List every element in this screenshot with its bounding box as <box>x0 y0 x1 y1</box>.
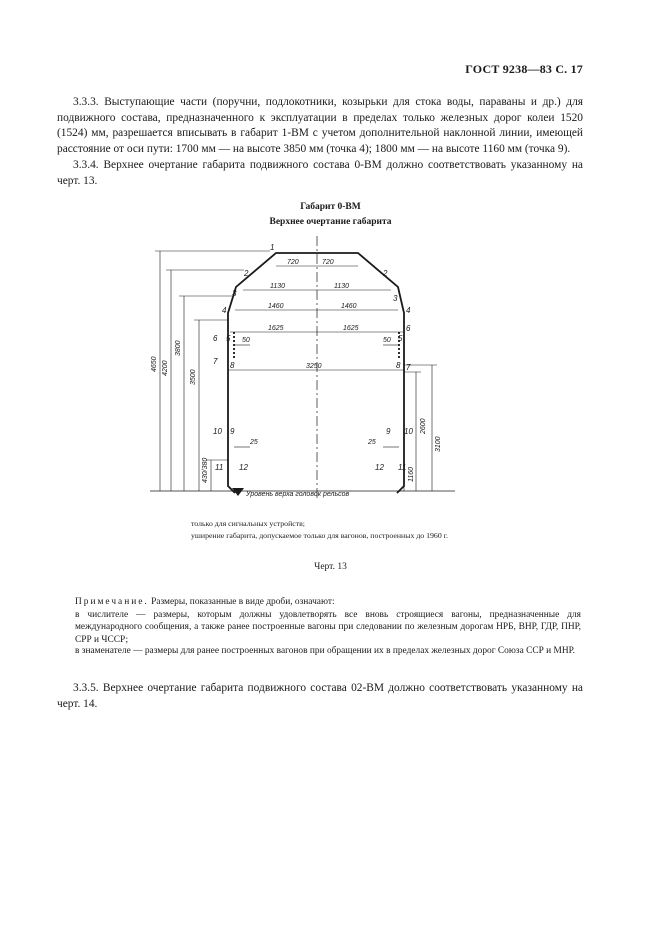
point-label: 10 <box>213 427 222 436</box>
point-label: 9 <box>386 427 391 436</box>
dim-1625-left: 1625 <box>268 325 284 332</box>
legend-item <box>143 531 461 542</box>
point-label: 2 <box>244 269 249 278</box>
note-heading: Примечание. <box>75 597 149 607</box>
point-label: 11 <box>398 463 407 472</box>
dim-1625-right: 1625 <box>343 325 359 332</box>
point-label: 1 <box>270 243 275 252</box>
point-label: 7 <box>406 363 411 372</box>
legend-item <box>143 519 461 530</box>
height-4200: 4200 <box>162 360 169 376</box>
height-1160: 1160 <box>408 466 415 482</box>
point-label: 6 <box>213 334 218 343</box>
point-label: 3 <box>232 289 237 298</box>
paragraph-3-3-4: 3.3.4. Верхнее очертание габарита подвижного состава 0-ВМ должно соответствовать указанному на черт. 13. <box>57 159 583 187</box>
figure-subtitle: Верхнее очертание габарита <box>269 217 392 227</box>
dim-1460-right: 1460 <box>341 303 357 310</box>
paragraph-3-3-5: 3.3.5. Верхнее очертание габарита подвижного состава 02-ВМ должно соответствовать указанному на черт. 14. <box>57 682 583 710</box>
point-label: 4 <box>406 306 411 315</box>
height-4650: 4650 <box>151 356 158 372</box>
point-label: 8 <box>396 361 401 370</box>
dim-720-right: 720 <box>322 259 334 266</box>
note-denominator: в знаменателе — размеры для ранее построенных вагонов при обращении их в пределах железных дорог Союза ССР и МНР. <box>75 646 575 656</box>
dim-1460-left: 1460 <box>268 303 284 310</box>
point-label: 8 <box>230 361 235 370</box>
height-3100: 3100 <box>435 436 442 452</box>
point-label: 4 <box>222 306 227 315</box>
dim-50-right: 50 <box>383 337 391 344</box>
document-header: ГОСТ 9238—83 С. 17 <box>465 62 583 76</box>
height-430-380: 430/380 <box>202 457 209 483</box>
dim-25-left: 25 <box>250 439 258 446</box>
dim-1130-left: 1130 <box>270 283 286 290</box>
height-3500: 3500 <box>190 369 197 385</box>
dim-25-right: 25 <box>368 439 376 446</box>
note-intro: Примечание. Размеры, показанные в виде дроби, означают: <box>75 597 335 607</box>
height-3800: 3800 <box>175 340 182 356</box>
gauge-outline-right <box>317 253 407 493</box>
point-label: 12 <box>375 463 384 472</box>
dim-3250: 3250 <box>306 363 322 370</box>
figure-caption: Черт. 13 <box>314 562 347 572</box>
figure-title: Габарит 0-ВМ <box>300 202 361 212</box>
rail-level-label: Уровень верха головок рельсов <box>246 491 350 498</box>
point-label: 7 <box>213 357 218 366</box>
legend-text: только для сигнальных устройств; <box>191 519 305 528</box>
point-label: 12 <box>239 463 248 472</box>
dim-720-left: 720 <box>287 259 299 266</box>
point-label: 11 <box>215 463 224 472</box>
point-label: 3 <box>393 294 398 303</box>
note-numerator: в числителе — размеры, которым должны удовлетворять все вновь строящиеся вагоны, предназначенные для международного сообщения, а также ранее построенные вагоны при следовании по железным дорогам НРБ, ВНР, ГДР, ПНР, СРР и ЧССР; <box>75 610 581 645</box>
paragraph-3-3-3: 3.3.3. Выступающие части (поручни, подлокотники, козырьки для стока воды, параваны и др.) для подвижного состава, предназначенного к эксплуатации в пределах только железных дорог колеи 1520 (1524) мм, разрешается вписывать в габарит 1-ВМ с учетом дополнительной наклонной линии, имеющей расстояние от оси пути: 1700 мм — на высоте 3850 мм (точка 4); 1800 мм — на высоте 1160 мм (точка 9). <box>57 96 583 155</box>
point-label: 5 <box>226 334 231 343</box>
dim-1130-right: 1130 <box>334 283 350 290</box>
point-label: 10 <box>404 427 413 436</box>
dim-50-left: 50 <box>242 337 250 344</box>
point-label: 2 <box>383 269 388 278</box>
point-label: 5 <box>398 334 403 343</box>
height-2600: 2600 <box>420 418 427 434</box>
legend-text: уширение габарита, допускаемое только для вагонов, построенных до 1960 г. <box>191 531 448 540</box>
point-label: 6 <box>406 324 411 333</box>
point-label: 9 <box>230 427 235 436</box>
